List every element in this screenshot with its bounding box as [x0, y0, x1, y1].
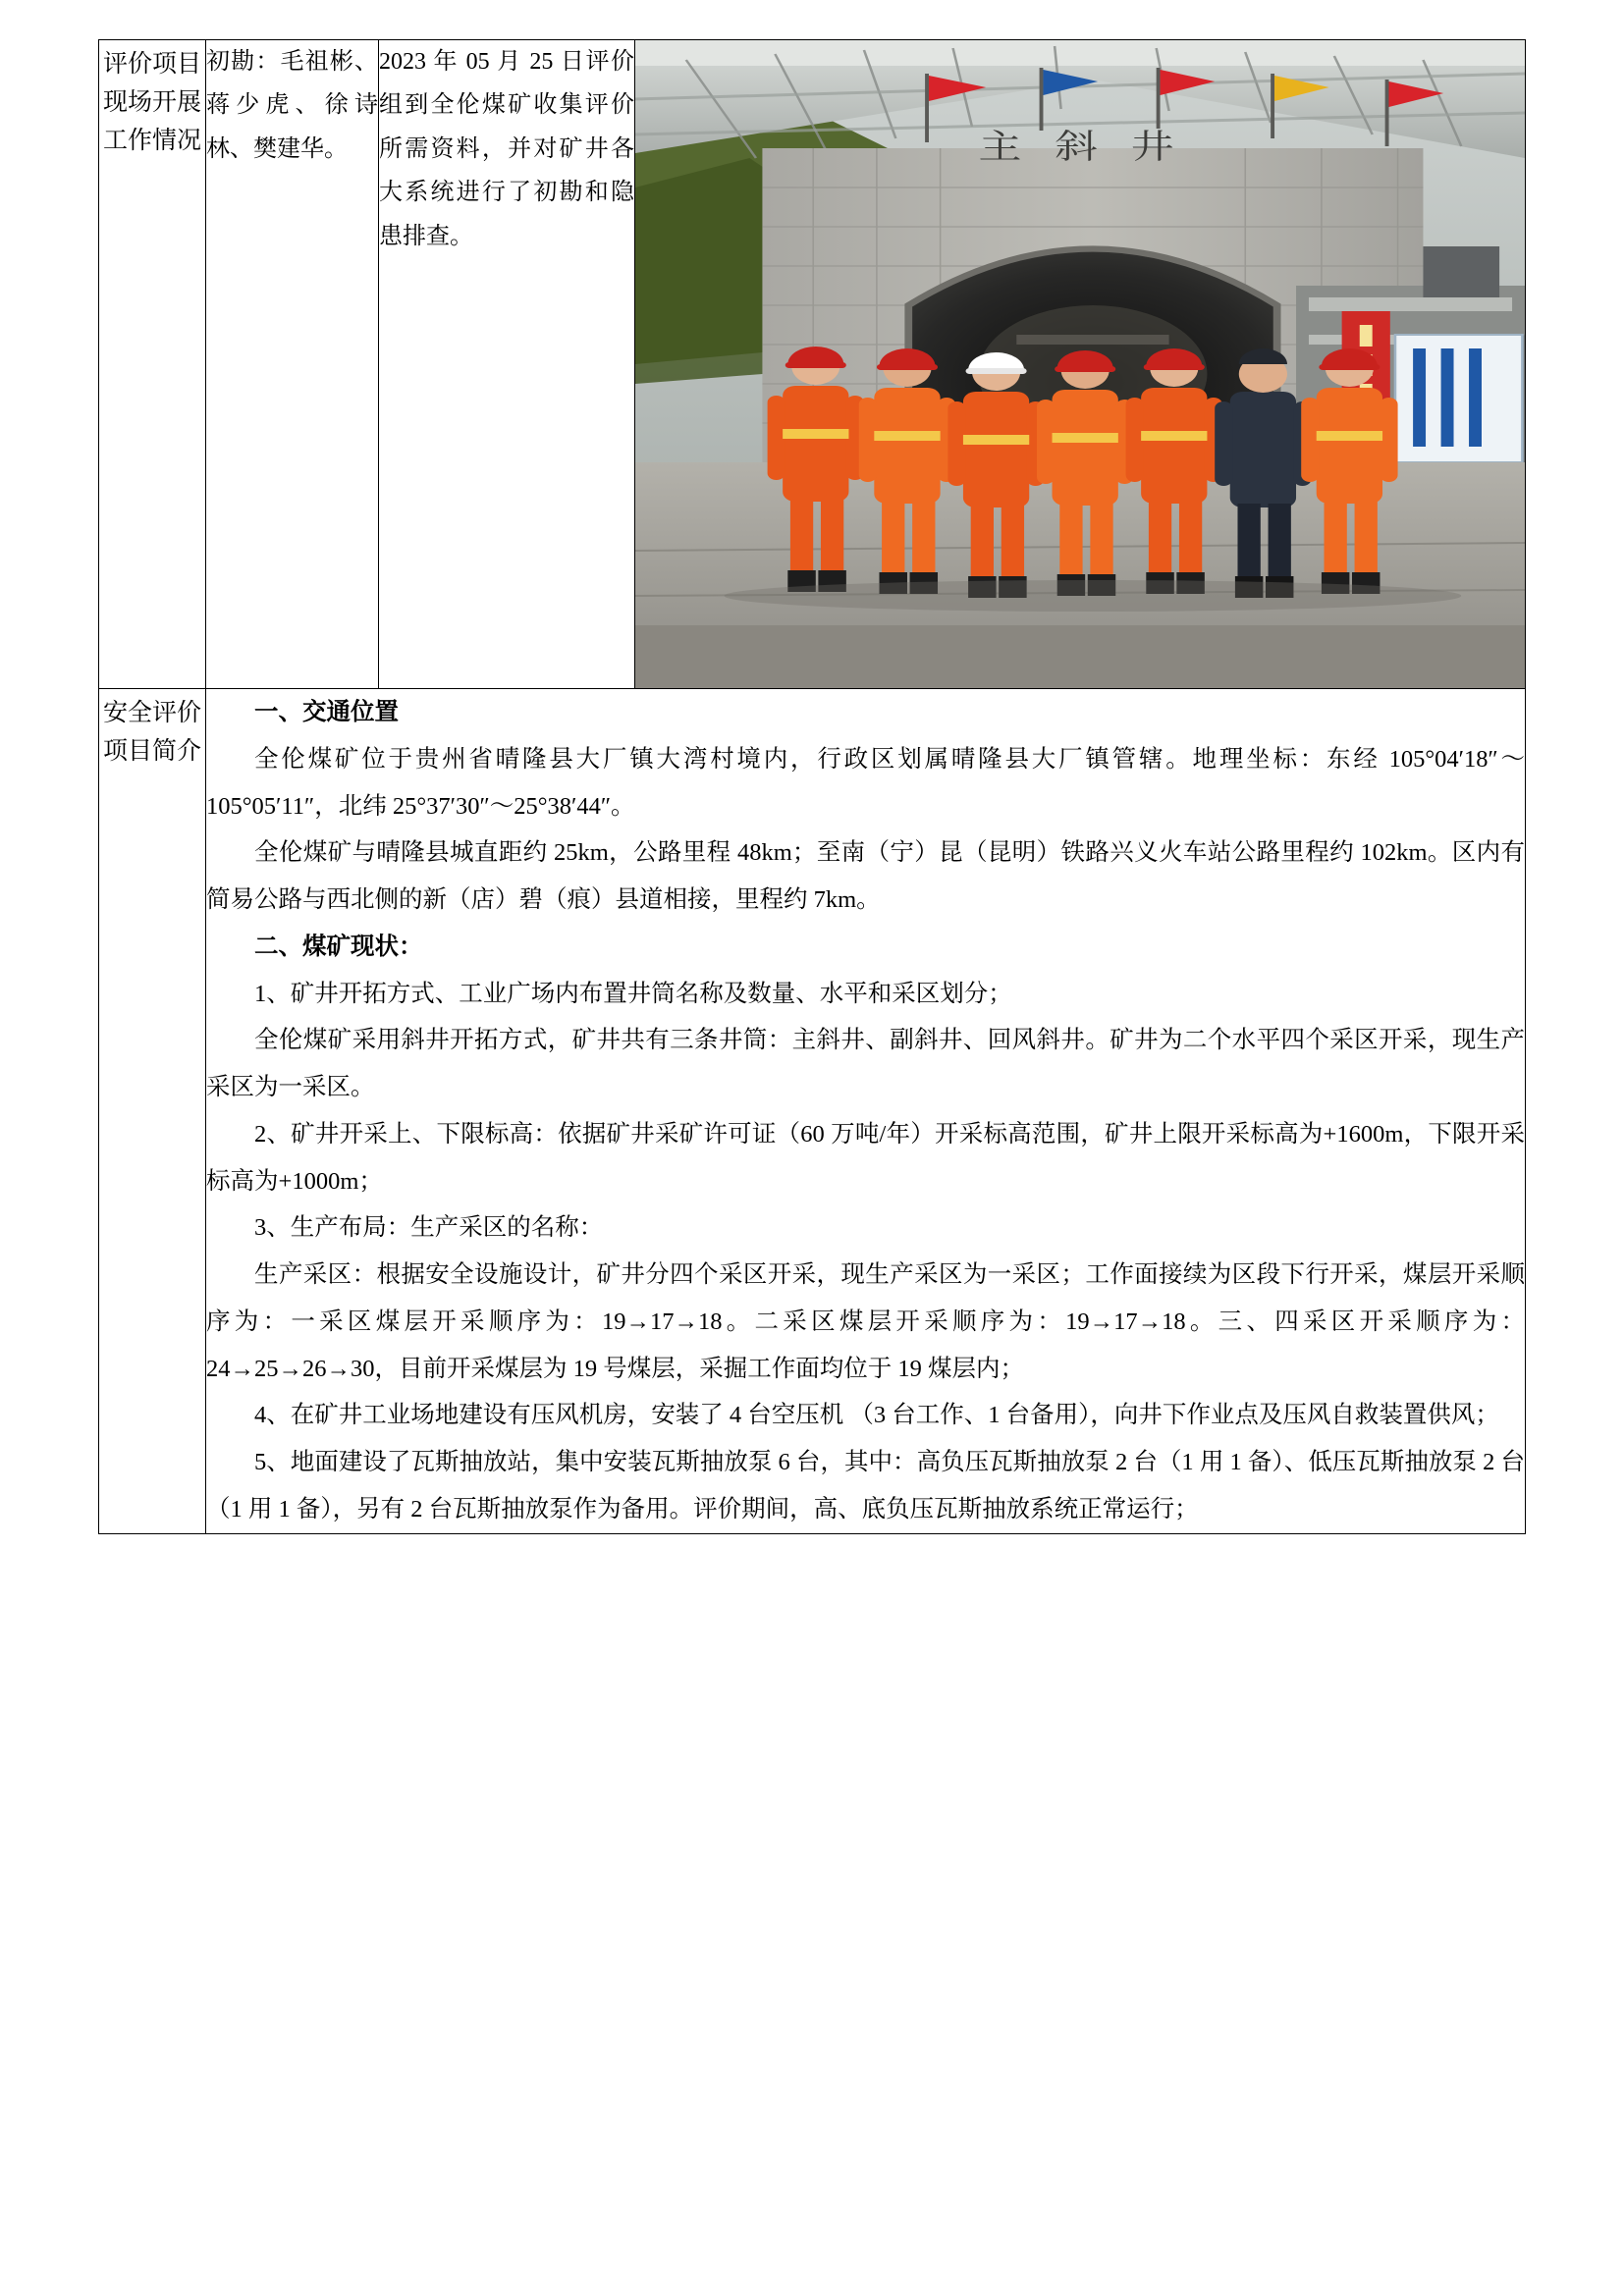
fieldwork-description-text: 2023 年 05 月 25 日评价组到全伦煤矿收集评价所需资料，并对矿井各大系统进行了初勘和隐患排查。: [379, 49, 634, 249]
paragraph-status-1: 1、矿井开拓方式、工业广场内布置井筒名称及数量、水平和采区划分；: [254, 980, 1012, 1007]
paragraph-status-3: 2、矿井开采上、下限标高：依据矿井采矿许可证（60 万吨/年）开采标高范围，矿井上限开采标高为+1600m，下限开采标高为+1000m；: [206, 1120, 1525, 1195]
paragraph-traffic-2: 全伦煤矿与晴隆县城直距约 25km，公路里程 48km；至南（宁）昆（昆明）铁路兴义火车站公路里程约 102km。区内有简易公路与西北侧的新（店）碧（痕）县道相接，里程约 7km。: [206, 839, 1525, 914]
row-label-fieldwork-cell: [99, 40, 206, 689]
portal-banner-text: 主斜井: [978, 128, 1208, 166]
paragraph-status-2: 全伦煤矿采用斜井开拓方式，矿井共有三条井筒：主斜井、副斜井、回风斜井。矿井为二个水平四个采区开采，现生产采区为一采区。: [206, 1027, 1525, 1101]
project-intro-cell: [206, 689, 1526, 1534]
mine-portal-group-photo: [635, 40, 1525, 688]
photo-illustration: [635, 40, 1525, 688]
paragraph-status-6: 4、在矿井工业场地建设有压风机房，安装了 4 台空压机 （3 台工作、1 台备用），向井下作业点及压风自救装置供风；: [254, 1402, 1499, 1429]
paragraph-status-5: 生产采区：根据安全设施设计，矿井分四个采区开采，现生产采区为一采区；工作面接续为区段下行开采，煤层开采顺序为：一采区煤层开采顺序为：19→17→18。二采区煤层开采顺序为：19→17→18。三、四采区开采顺序为：24→25→26→30，目前开采煤层为 19 号煤层，采掘工作面均位于 19 煤层内；: [206, 1261, 1525, 1382]
table-row-project-intro: [99, 689, 1526, 1534]
row-label-intro: 安​全​评​价​项​目​简​介: [102, 700, 201, 765]
paragraph-status-4: 3、生产布局：生产采区的名称：: [254, 1214, 604, 1242]
section-heading-status: 二、煤矿现状：: [254, 933, 423, 960]
row-label-fieldwork: 评​价​项​目​现​场​开​展​工​作​情​况: [102, 51, 201, 154]
photo-cell: [635, 40, 1526, 689]
personnel-text: 初勘：毛祖彬、蒋少虎、徐诗林、樊建华。: [206, 49, 378, 162]
row-label-intro-cell: [99, 689, 206, 1534]
table-row-fieldwork: [99, 40, 1526, 689]
section-heading-traffic: 一、交通位置: [254, 699, 399, 725]
personnel-cell: [206, 40, 379, 689]
paragraph-traffic-1: 全伦煤矿位于贵州省晴隆县大厂镇大湾村境内，行政区划属晴隆县大厂镇管辖。地理坐标：东经 105°04′18″～105°05′11″，北纬 25°37′30″～25°38′44″。: [206, 745, 1525, 820]
report-table: [98, 39, 1526, 1534]
fieldwork-description-cell: [379, 40, 635, 689]
paragraph-status-7: 5、地面建设了瓦斯抽放站，集中安装瓦斯抽放泵 6 台，其中：高负压瓦斯抽放泵 2 台（1 用 1 备）、低压瓦斯抽放泵 2 台（1 用 1 备），另有 2 台瓦斯抽放泵作为备用。评价期间，高、底负压瓦斯抽放系统正常运行；: [206, 1449, 1525, 1523]
